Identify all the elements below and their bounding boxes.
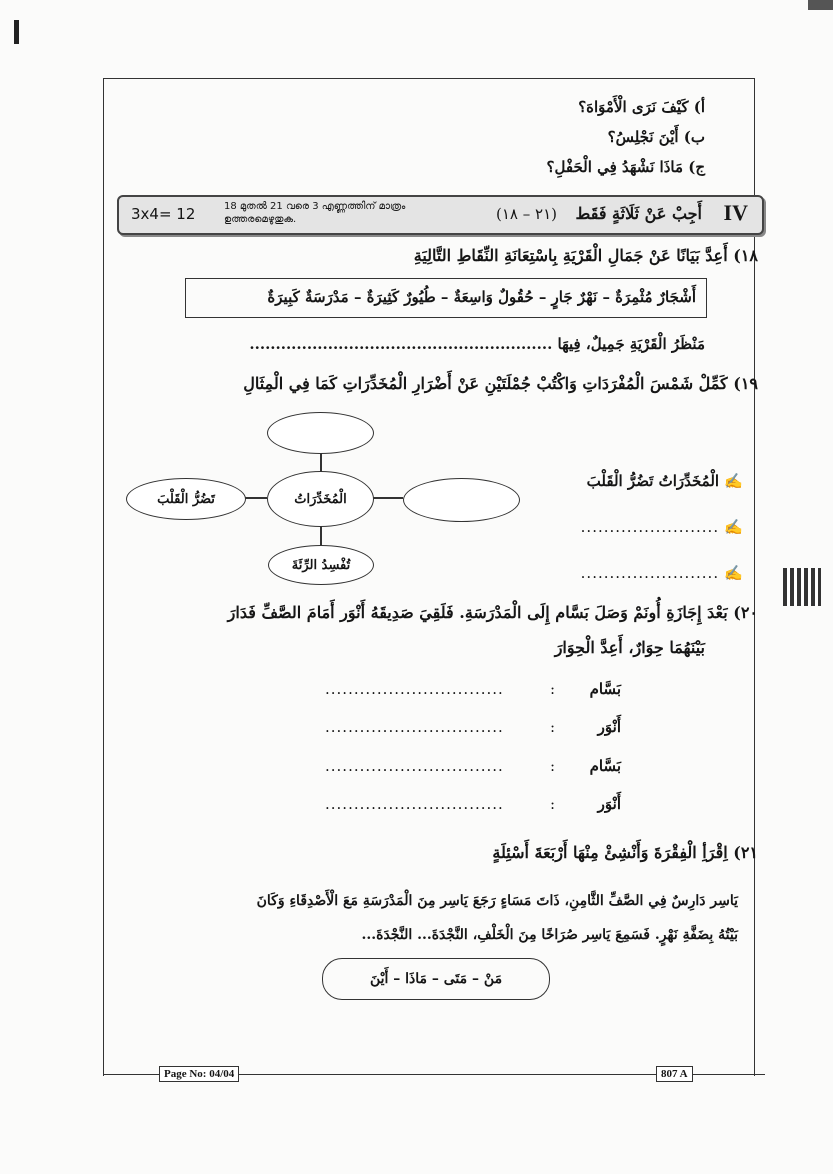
dialogue-speaker: بَسَّام (589, 757, 621, 775)
dialogue-colon: : (550, 795, 556, 813)
scan-mark (14, 20, 19, 44)
page-number: Page No: 04/04 (159, 1066, 239, 1082)
dialogue-blank: ............................... (325, 757, 504, 775)
prev-question-c: ج) مَاذَا نَشْهَدُ فِي الْحَفْلِ؟ (546, 158, 705, 176)
q21-prompt: ٢١) اِقْرَأِ الْفِقْرَةَ وَأَنْشِئْ مِنْهَا أَرْبَعَةَ أَسْئِلَةٍ (492, 843, 758, 862)
dialogue-speaker: بَسَّام (589, 680, 621, 698)
section-number: IV (723, 200, 748, 225)
dialogue-colon: : (550, 680, 556, 698)
dialogue-blank: ............................... (325, 795, 504, 813)
prev-question-a: أ) كَيْفَ نَرَى الْأَمْوَاهَ؟ (578, 98, 705, 116)
dialogue-speaker: أَنْوَر (597, 718, 621, 736)
q19-answer-line-2: ✍ ........................ (580, 564, 743, 582)
q18-prompt: ١٨) أَعِدَّ بَيَانًا عَنْ جَمَالِ الْقَرْيَةِ بِاسْتِعَانَةِ النِّقَاطِ التَّالِيَةِ (413, 246, 758, 265)
dialogue-colon: : (550, 757, 556, 775)
q20-prompt-line1: ٢٠) بَعْدَ إِجَازَةِ أُونَمْ وَصَلَ بَسَّام إِلَى الْمَدْرَسَةِ. فَلَقِيَ صَدِيقَهُ أَنْوَر أَمَامَ الصَّفِّ فَدَارَ (227, 603, 758, 622)
q21-paragraph-line2: بَيْتُهُ بِضَفَّةِ نَهْرٍ. فَسَمِعَ يَاسِر صُرَاخًا مِنَ الْخَلْفِ، النَّجْدَةَ... النَّجْدَةَ... (361, 927, 738, 943)
q21-paragraph-line1: يَاسِر دَارِسٌ فِي الصَّفِّ الثَّامِنِ، ذَاتَ مَسَاءٍ رَجَعَ يَاسِر مِنَ الْمَدْرَسَةِ مَعَ الْأَصْدِقَاءِ وَكَانَ (256, 893, 738, 909)
sun-bottom: تُفْسِدُ الرِّئَةَ (268, 545, 374, 585)
pen-icon: ✍ (719, 518, 743, 536)
dialogue-colon: : (550, 718, 556, 736)
qr-code-icon (783, 568, 821, 606)
sun-center: الْمُخَدِّرَاتُ (267, 471, 374, 527)
q18-word-box (185, 278, 707, 318)
dialogue-blank: ............................... (325, 680, 504, 698)
q19-example (587, 472, 743, 490)
prev-question-b: ب) أَيْنَ نَجْلِسُ؟ (607, 128, 705, 146)
sun-right-blank (403, 478, 520, 522)
q20-prompt-line2: بَيْنَهُمَا حِوَارٌ، أَعِدَّ الْحِوَارَ (554, 638, 705, 657)
q18-starter: مَنْظَرُ الْقَرْيَةِ جَمِيلٌ، فِيهَا .......................................................... (249, 335, 705, 353)
q18-words: أَشْجَارٌ مُثْمِرَةٌ – نَهْرٌ جَارٍ – حُقُولٌ وَاسِعَةٌ – طُيُورٌ كَثِيرَةٌ – مَدْرَسَةٌ كَبِيرَةٌ (267, 288, 696, 306)
q19-prompt: ١٩) كَمِّلْ شَمْسَ الْمُفْرَدَاتِ وَاكْتُبْ جُمْلَتَيْنِ عَنْ أَضْرَارِ الْمُخَدِّرَاتِ كَمَا فِي الْمِثَالِ (243, 374, 758, 393)
section-range: (٢١ – ١٨) (495, 205, 557, 223)
section-title: أَجِبْ عَنْ ثَلَاثَةٍ فَقَط (575, 204, 702, 223)
q19-answer-line-1: ✍ ........................ (580, 518, 743, 536)
sun-left: تَضُرُّ الْقَلْبَ (126, 478, 246, 520)
dialogue-speaker: أَنْوَر (597, 795, 621, 813)
section-note: 18 മുതൽ 21 വരെ 3 എണ്ണത്തിന് മാത്രം ഉത്തരമെഴുതുക. (224, 201, 406, 225)
pen-icon: ✍ (719, 472, 743, 490)
q19-example-text: الْمُخَدِّرَاتُ تَضُرُّ الْقَلْبَ (586, 472, 720, 490)
pen-icon: ✍ (719, 564, 743, 582)
section-header (117, 195, 764, 235)
scan-corner (808, 0, 833, 10)
paper-code: 807 A (656, 1066, 693, 1082)
q21-question-words: مَنْ – مَتَى – مَاذَا – أَيْنَ (322, 958, 550, 1000)
sun-top-blank (267, 412, 374, 454)
section-points: 3x4= 12 (131, 205, 196, 223)
dialogue-blank: ............................... (325, 718, 504, 736)
